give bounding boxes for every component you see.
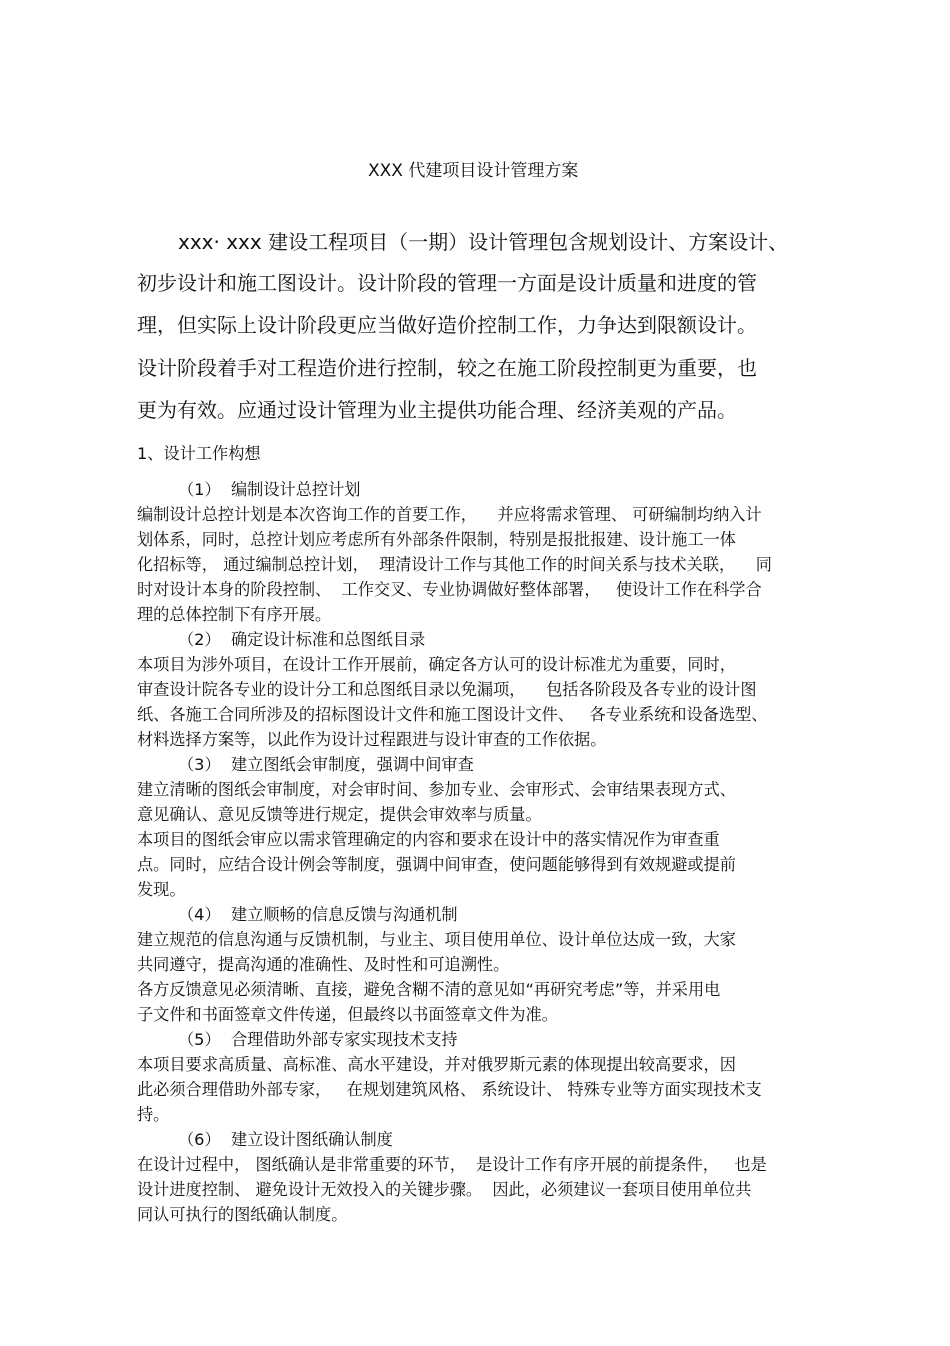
paragraph-line: 此必须合理借助外部专家， 在规划建筑风格、 系统设计、 特殊专业等方面实现技术支 [137,1080,762,1099]
paragraph-line: 划体系，同时，总控计划应考虑所有外部条件限制，特别是报批报建、设计施工一体 [137,530,736,549]
paragraph-line: 持。 [137,1105,170,1124]
paragraph-line: 编制设计总控计划是本次咨询工作的首要工作， 并应将需求管理、 可研编制均纳入计 [137,505,762,524]
intro-line: 更为有效。应通过设计管理为业主提供功能合理、经济美观的产品。 [137,398,737,422]
item-heading: （4） 建立顺畅的信息反馈与沟通机制 [178,905,458,924]
item-heading: （3） 建立图纸会审制度，强调中间审查 [178,755,474,774]
paragraph-line: 本项目要求高质量、高标准、高水平建设，并对俄罗斯元素的体现提出较高要求，因 [137,1055,736,1074]
paragraph-line: 本项目的图纸会审应以需求管理确定的内容和要求在设计中的落实情况作为审查重 [137,830,720,849]
paragraph-line: 建立清晰的图纸会审制度，对会审时间、参加专业、会审形式、会审结果表现方式、 [137,780,736,799]
paragraph-line: 设计进度控制、 避免设计无效投入的关键步骤。 因此，必须建议一套项目使用单位共 [137,1180,752,1199]
paragraph-line: 化招标等， 通过编制总控计划， 理清设计工作与其他工作的时间关系与技术关联， 同 [137,555,772,574]
paragraph-line: 发现。 [137,880,186,899]
item-heading: （1） 编制设计总控计划 [178,480,361,499]
paragraph-line: 审查设计院各专业的设计分工和总图纸目录以免漏项， 包括各阶段及各专业的设计图 [137,680,757,699]
paragraph-line: 各方反馈意见必须清晰、直接，避免含糊不清的意见如“再研究考虑”等，并采用电 [137,980,721,999]
section-heading: 1、设计工作构想 [137,444,261,463]
paragraph-line: 建立规范的信息沟通与反馈机制，与业主、项目使用单位、设计单位达成一致，大家 [137,930,736,949]
intro-line: 初步设计和施工图设计。设计阶段的管理一方面是设计质量和进度的管 [137,271,757,295]
paragraph-line: 共同遵守，提高沟通的准确性、及时性和可追溯性。 [137,955,510,974]
paragraph-line: 理的总体控制下有序开展。 [137,605,332,624]
intro-line: 理，但实际上设计阶段更应当做好造价控制工作，力争达到限额设计。 [137,313,757,337]
paragraph-line: 同认可执行的图纸确认制度。 [137,1205,348,1224]
intro-line: xxx· xxx 建设工程项目（一期）设计管理包含规划设计、方案设计、 [178,230,789,254]
paragraph-line: 材料选择方案等，以此作为设计过程跟进与设计审查的工作依据。 [137,730,607,749]
intro-line: 设计阶段着手对工程造价进行控制，较之在施工阶段控制更为重要，也 [137,356,757,380]
paragraph-line: 点。同时，应结合设计例会等制度，强调中间审查，使问题能够得到有效规避或提前 [137,855,736,874]
item-heading: （6） 建立设计图纸确认制度 [178,1130,393,1149]
document-title: XXX 代建项目设计管理方案 [368,161,579,181]
paragraph-line: 在设计过程中， 图纸确认是非常重要的环节， 是设计工作有序开展的前提条件， 也是 [137,1155,767,1174]
paragraph-line: 子文件和书面签章文件传递，但最终以书面签章文件为准。 [137,1005,558,1024]
paragraph-line: 意见确认、意见反馈等进行规定，提供会审效率与质量。 [137,805,542,824]
paragraph-line: 本项目为涉外项目，在设计工作开展前，确定各方认可的设计标准尤为重要，同时， [137,655,736,674]
paragraph-line: 纸、各施工合同所涉及的招标图设计文件和施工图设计文件、 各专业系统和设备选型、 [137,705,768,724]
item-heading: （2） 确定设计标准和总图纸目录 [178,630,426,649]
item-heading: （5） 合理借助外部专家实现技术支持 [178,1030,458,1049]
paragraph-line: 时对设计本身的阶段控制、 工作交叉、专业协调做好整体部署， 使设计工作在科学合 [137,580,762,599]
